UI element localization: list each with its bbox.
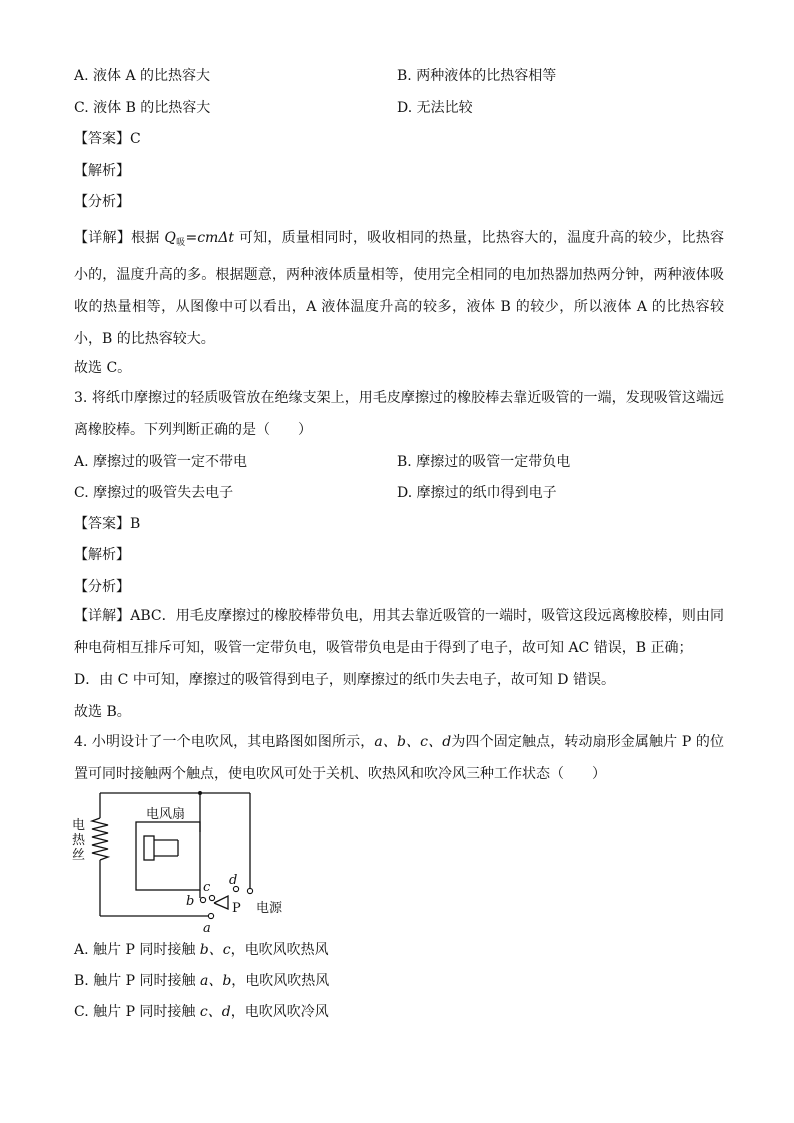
q2-conclusion: 故选 C。 xyxy=(74,360,132,376)
q2-formula-sub: 吸 xyxy=(175,238,186,248)
q2-detail xyxy=(74,222,724,355)
q4-stem-post: 为四个固定触点，转动扇形金属触片 P 的位置可同时接触两个触点，使电吹风可处于关机、吹热风和吹冷风三种工作状态（ ） xyxy=(74,734,724,782)
q2-option-d: D. 无法比较 xyxy=(397,100,473,116)
power-label: 电源 xyxy=(256,901,283,916)
fan-motor-left xyxy=(144,836,154,860)
slider-label: P xyxy=(232,901,241,916)
q4-option-a-letters: b、c xyxy=(199,942,231,958)
q4-option-b xyxy=(74,971,329,991)
label-c: c xyxy=(203,880,211,895)
q3-conclusion: 故选 B。 xyxy=(74,704,131,720)
q2-option-c: C. 液体 B 的比热容大 xyxy=(74,100,211,116)
q3-fenxi-heading: 【分析】 xyxy=(74,579,130,595)
q2-detail-tag: 【详解】 xyxy=(74,230,132,246)
contact-a xyxy=(208,913,213,918)
q2-answer: 【答案】C xyxy=(74,131,141,147)
q4-option-b-post: ，电吹风吹热风 xyxy=(231,973,330,989)
q4-option-a xyxy=(74,940,329,960)
q3-detail-2: D．由 C 中可知，摩擦过的吸管得到电子，则摩擦过的纸巾失去电子，故可知 D 错误。 xyxy=(74,672,615,688)
label-a: a xyxy=(203,921,211,936)
q4-option-c-post: ，电吹风吹冷风 xyxy=(230,1004,329,1020)
q2-jiexi-heading: 【解析】 xyxy=(74,163,130,179)
contact-power xyxy=(247,888,252,893)
label-b: b xyxy=(186,894,195,909)
q3-option-c: C. 摩擦过的吸管失去电子 xyxy=(74,485,234,501)
fan-label: 电风扇 xyxy=(146,807,186,822)
q4-option-c-pre: C. 触片 P 同时接触 xyxy=(74,1004,200,1020)
q3-option-b: B. 摩擦过的吸管一定带负电 xyxy=(397,454,571,470)
circuit-diagram xyxy=(66,788,296,936)
q4-option-b-pre: B. 触片 P 同时接触 xyxy=(74,973,200,989)
q4-option-b-letters: a、b xyxy=(199,973,232,989)
q3-option-a: A. 摩擦过的吸管一定不带电 xyxy=(74,454,248,470)
q2-fenxi-heading: 【分析】 xyxy=(74,194,130,210)
q3-answer: 【答案】B xyxy=(74,516,141,532)
q3-jiexi-heading: 【解析】 xyxy=(74,547,130,563)
slider-p xyxy=(214,896,228,909)
q4-stem-pre: 4. 小明设计了一个电吹风，其电路图如图所示， xyxy=(74,734,375,750)
q2-detail-text: 可知，质量相同时，吸收相同的热量，比热容大的，温度升高的较少，比热容小的，温度升高的多。根据题意，两种液体质量相等，使用完全相同的电加热器加热两分钟，两种液体吸收的热量相等，从图像中可以看出，A 液体温度升高的较多，液体 B 的较少，所以液体 A 的比热容较小，B 的比热容较大。 xyxy=(74,230,724,347)
q2-formula-rest: =cmΔt xyxy=(185,230,235,246)
q4-stem xyxy=(74,726,724,790)
q3-option-d: D. 摩擦过的纸巾得到电子 xyxy=(397,485,557,501)
q3-detail: 【详解】ABC．用毛皮摩擦过的橡胶棒带负电，用其去靠近吸管的一端时，吸管这段远离橡胶棒，则由同种电荷相互排斥可知，吸管一定带负电，吸管带负电是由于得到了电子，故可知 AC 错误，B 正确； xyxy=(74,608,724,656)
heater-label: 电热丝 xyxy=(72,818,86,863)
q2-formula-q: Q xyxy=(164,230,176,246)
q3-stem: 3. 将纸巾摩擦过的轻质吸管放在绝缘支架上，用毛皮摩擦过的橡胶棒去靠近吸管的一端，发现吸管这端远离橡胶棒。下列判断正确的是（ ） xyxy=(74,390,724,438)
q2-option-b: B. 两种液体的比热容相等 xyxy=(397,68,557,84)
q4-option-c xyxy=(74,1002,329,1022)
junction-dot xyxy=(198,791,202,795)
q2-detail-pre: 根据 xyxy=(131,230,160,246)
contact-c xyxy=(209,895,214,900)
q4-stem-letters: a、b、c、d xyxy=(374,734,452,750)
q2-option-a: A. 液体 A 的比热容大 xyxy=(74,68,211,84)
q4-option-c-letters: c、d xyxy=(199,1004,231,1020)
label-d: d xyxy=(229,873,238,888)
contact-b xyxy=(200,897,205,902)
q4-option-a-pre: A. 触片 P 同时接触 xyxy=(74,942,200,958)
heater-coil xyxy=(92,818,108,860)
q4-option-a-post: ，电吹风吹热风 xyxy=(230,942,329,958)
